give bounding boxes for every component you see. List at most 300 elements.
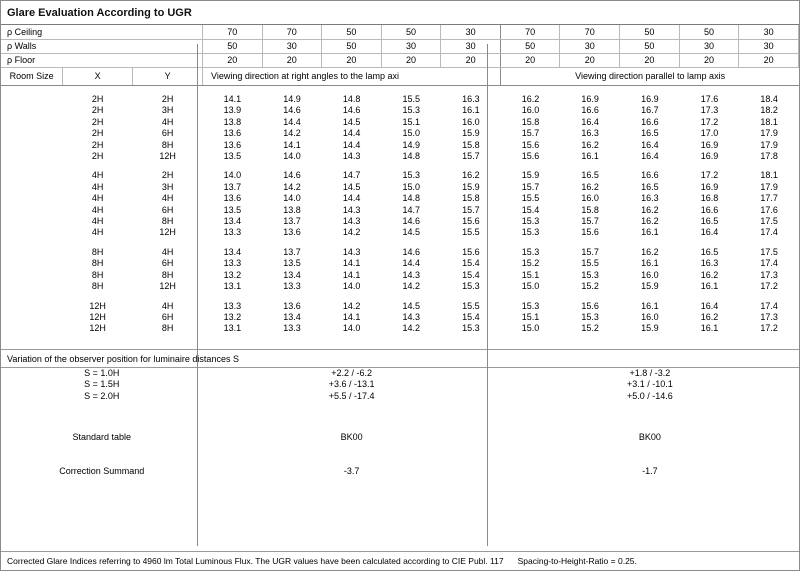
ugr-value: 15.9	[462, 181, 480, 192]
blank-cell	[1, 281, 63, 292]
reflectance-value: 20	[262, 53, 322, 67]
ugr-value: 17.3	[760, 311, 778, 322]
ugr-value: 15.7	[521, 128, 540, 139]
ugr-value: 15.0	[521, 323, 540, 334]
blank-cell	[1, 105, 63, 116]
ugr-value: 15.3	[462, 281, 480, 292]
ugr-value: 16.9	[700, 139, 719, 150]
ugr-value: 16.2	[700, 269, 719, 280]
footer-text: Corrected Glare Indices referring to 4960 lm Total Luminous Flux. The UGR values have been calculated according to CIE Publ. 117	[7, 556, 504, 566]
ugr-value: 15.3	[402, 105, 421, 116]
ugr-value: 15.1	[521, 269, 540, 280]
ugr-value: 16.9	[581, 94, 599, 104]
standard-table-label: Standard table	[72, 432, 132, 443]
room-y: 12H	[159, 151, 176, 162]
ugr-value: 16.6	[700, 204, 719, 215]
ugr-value: 16.5	[641, 128, 659, 139]
ugr-value: 14.1	[342, 269, 361, 280]
ugr-value: 14.2	[342, 300, 361, 311]
ugr-value: 15.5	[462, 300, 480, 311]
reflectance-value: 30	[381, 39, 441, 53]
ugr-value: 15.0	[402, 128, 421, 139]
table-row	[1, 53, 799, 67]
ugr-value: 15.0	[402, 181, 421, 192]
page-title: Glare Evaluation According to UGR	[7, 7, 192, 19]
ugr-value: 13.3	[223, 258, 242, 269]
ugr-value: 14.7	[402, 204, 421, 215]
ugr-data-table	[1, 86, 799, 349]
variation-value-right-angles: +5.5 / -17.4	[328, 390, 375, 401]
ugr-value: 16.1	[462, 105, 480, 116]
blank-cell	[1, 216, 63, 227]
table-row	[1, 193, 799, 204]
ugr-value: 17.6	[760, 204, 778, 215]
reflectance-value: 30	[739, 25, 799, 39]
ugr-value: 13.5	[223, 204, 242, 215]
reflectance-value: 30	[679, 39, 739, 53]
correction-summand-parallel: -1.7	[642, 466, 658, 477]
ugr-value: 14.6	[402, 246, 421, 257]
reflectance-value: 20	[202, 53, 262, 67]
spacing-label: S = 2.0H	[84, 390, 120, 401]
reflectance-value: 70	[202, 25, 262, 39]
reflectance-value: 50	[620, 39, 680, 53]
ugr-value: 16.6	[581, 105, 599, 116]
table-row	[1, 379, 799, 391]
spacer-row	[1, 335, 799, 349]
ugr-value: 14.6	[283, 170, 301, 181]
room-x: 4H	[91, 227, 104, 238]
ugr-value: 15.2	[521, 258, 540, 269]
ugr-value: 14.2	[402, 323, 421, 334]
ugr-value: 17.4	[760, 227, 778, 238]
reflectance-value: 20	[620, 53, 680, 67]
viewing-direction-parallel: Viewing direction parallel to lamp axis	[501, 68, 799, 86]
ugr-value: 15.8	[462, 193, 480, 204]
room-x: 2H	[91, 116, 104, 127]
ugr-value: 17.2	[700, 170, 719, 181]
room-size-label: Room Size	[1, 68, 63, 86]
reflectance-value: 30	[739, 39, 799, 53]
reflectance-value: 50	[500, 39, 560, 53]
variation-value-right-angles: +2.2 / -6.2	[331, 367, 373, 378]
room-x: 12H	[89, 323, 106, 334]
room-y: 4H	[161, 116, 174, 127]
ugr-value: 13.3	[283, 323, 301, 334]
ugr-value: 17.9	[760, 128, 778, 139]
reflectance-value: 30	[441, 25, 501, 39]
ugr-value: 16.3	[581, 128, 599, 139]
ugr-value: 13.9	[223, 105, 242, 116]
ugr-value: 14.3	[402, 269, 421, 280]
ugr-value: 16.4	[641, 151, 659, 162]
room-x: 4H	[91, 170, 104, 181]
reflectance-value: 30	[262, 39, 322, 53]
reflectance-label: ρ Walls	[1, 39, 202, 53]
ugr-value: 16.2	[641, 246, 659, 257]
standard-table-value-right-angles: BK00	[340, 432, 363, 443]
table-row	[1, 454, 799, 488]
ugr-value: 15.2	[581, 281, 599, 292]
ugr-value: 14.4	[342, 139, 361, 150]
reflectance-value: 20	[381, 53, 441, 67]
reflectance-label: ρ Floor	[1, 53, 202, 67]
ugr-value: 15.4	[521, 204, 540, 215]
table-row	[1, 258, 799, 269]
room-y: 8H	[161, 139, 174, 150]
ugr-value: 14.8	[342, 94, 361, 104]
ugr-value: 14.1	[223, 94, 242, 104]
ugr-value: 14.4	[342, 128, 361, 139]
ugr-value: 14.3	[342, 204, 361, 215]
ugr-value: 14.1	[342, 258, 361, 269]
table-row	[1, 39, 799, 53]
room-y: 8H	[161, 323, 174, 334]
ugr-value: 16.1	[581, 151, 599, 162]
reflectance-value: 50	[202, 39, 262, 53]
reflectance-value: 50	[620, 25, 680, 39]
ugr-value: 14.0	[342, 281, 361, 292]
ugr-value: 13.6	[223, 193, 242, 204]
blank-cell	[1, 140, 63, 151]
ugr-value: 16.2	[462, 170, 480, 181]
reflectance-table	[1, 25, 799, 68]
ugr-value: 16.0	[462, 116, 480, 127]
ugr-value: 14.3	[342, 216, 361, 227]
ugr-value: 14.6	[342, 105, 361, 116]
reflectance-value: 20	[441, 53, 501, 67]
room-x: 4H	[91, 181, 104, 192]
ugr-value: 17.0	[700, 128, 719, 139]
ugr-value: 16.2	[700, 311, 719, 322]
ugr-value: 17.9	[760, 181, 778, 192]
room-x: 8H	[91, 246, 104, 257]
reflectance-value: 50	[322, 25, 382, 39]
reflectance-value: 50	[679, 25, 739, 39]
footer-note	[1, 551, 799, 570]
ugr-value: 16.8	[700, 193, 719, 204]
summary-table	[1, 420, 799, 488]
ugr-value: 15.3	[521, 246, 540, 257]
blank-cell	[1, 193, 63, 204]
room-x: 8H	[91, 281, 104, 292]
variation-table	[1, 368, 799, 403]
ugr-value: 15.8	[581, 204, 599, 215]
ugr-value: 14.2	[283, 181, 301, 192]
ugr-value: 13.5	[223, 151, 242, 162]
table-row	[1, 312, 799, 323]
table-row	[1, 323, 799, 334]
ugr-value: 15.3	[581, 311, 599, 322]
table-row	[1, 247, 799, 258]
ugr-value: 14.4	[402, 258, 421, 269]
room-x: 4H	[91, 193, 104, 204]
ugr-value: 16.4	[700, 300, 719, 311]
ugr-value: 16.1	[641, 258, 659, 269]
table-row	[1, 301, 799, 312]
ugr-value: 13.3	[283, 281, 301, 292]
table-row	[1, 105, 799, 116]
room-y: 6H	[161, 204, 174, 215]
ugr-value: 14.3	[342, 246, 361, 257]
footer-ratio: Spacing-to-Height-Ratio = 0.25.	[517, 556, 637, 566]
ugr-value: 15.6	[521, 151, 540, 162]
ugr-value: 18.4	[760, 94, 778, 104]
blank-cell	[1, 117, 63, 128]
spacer-row	[1, 239, 799, 247]
ugr-value: 17.5	[760, 216, 778, 227]
ugr-value: 16.9	[641, 94, 659, 104]
ugr-value: 14.5	[402, 300, 421, 311]
ugr-value: 14.0	[342, 323, 361, 334]
ugr-value: 15.5	[462, 227, 480, 238]
ugr-value: 15.4	[462, 258, 480, 269]
viewing-direction-right-angles: Viewing direction at right angles to the lamp axi	[203, 68, 501, 86]
ugr-value: 15.5	[402, 94, 421, 104]
ugr-value: 18.1	[760, 170, 778, 181]
table-row	[1, 128, 799, 139]
ugr-value: 15.6	[462, 216, 480, 227]
ugr-value: 16.1	[641, 300, 659, 311]
ugr-value: 16.1	[700, 281, 719, 292]
ugr-value: 14.7	[342, 170, 361, 181]
blank-cell	[1, 258, 63, 269]
ugr-value: 18.2	[760, 105, 778, 116]
variation-heading: Variation of the observer position for luminaire distances S	[7, 353, 239, 364]
ugr-value: 16.5	[700, 246, 719, 257]
room-y: 2H	[161, 170, 174, 181]
ugr-value: 17.5	[760, 246, 778, 257]
ugr-value: 15.1	[402, 116, 421, 127]
ugr-value: 14.9	[283, 94, 301, 104]
table-row	[1, 68, 799, 86]
room-y: 3H	[161, 181, 174, 192]
ugr-value: 13.6	[223, 128, 242, 139]
table-row	[1, 117, 799, 128]
ugr-value: 16.1	[700, 323, 719, 334]
room-x: 8H	[91, 269, 104, 280]
ugr-value: 14.5	[342, 181, 361, 192]
ugr-value: 15.7	[581, 246, 599, 257]
reflectance-value: 50	[322, 39, 382, 53]
ugr-value: 14.0	[283, 151, 301, 162]
room-y: 3H	[161, 105, 174, 116]
room-y: 4H	[161, 300, 174, 311]
ugr-value: 14.1	[342, 311, 361, 322]
ugr-value: 15.4	[462, 311, 480, 322]
reflectance-value: 70	[560, 25, 620, 39]
ugr-value: 17.2	[760, 281, 778, 292]
blank-cell	[1, 270, 63, 281]
viewing-direction-band	[1, 68, 799, 87]
ugr-value: 15.5	[581, 258, 599, 269]
room-x: 4H	[91, 216, 104, 227]
ugr-value: 13.4	[223, 216, 242, 227]
ugr-value: 15.8	[521, 116, 540, 127]
table-row	[1, 227, 799, 238]
table-row	[1, 182, 799, 193]
ugr-value: 17.7	[760, 193, 778, 204]
room-x: 2H	[91, 151, 104, 162]
spacer-row	[1, 86, 799, 94]
reflectance-value: 50	[381, 25, 441, 39]
reflectance-label: ρ Ceiling	[1, 25, 202, 39]
variation-value-parallel: +3.1 / -10.1	[626, 379, 673, 390]
room-y: 4H	[161, 246, 174, 257]
ugr-value: 13.8	[223, 116, 242, 127]
ugr-value: 13.3	[223, 227, 242, 238]
ugr-value: 16.0	[581, 193, 599, 204]
ugr-value: 14.4	[283, 116, 301, 127]
blank-cell	[1, 170, 63, 181]
ugr-value: 17.3	[700, 105, 719, 116]
blank-cell	[1, 205, 63, 216]
reflectance-value: 20	[500, 53, 560, 67]
correction-summand-label: Correction Summand	[59, 466, 145, 477]
ugr-value: 13.6	[223, 139, 242, 150]
ugr-value: 16.9	[700, 151, 719, 162]
ugr-value: 17.2	[700, 116, 719, 127]
reflectance-value: 20	[322, 53, 382, 67]
room-y: 2H	[161, 94, 174, 104]
ugr-value: 15.3	[402, 170, 421, 181]
ugr-value: 15.6	[521, 139, 540, 150]
x-axis-label: X	[63, 68, 133, 86]
table-row	[1, 216, 799, 227]
blank-cell	[1, 227, 63, 238]
table-row	[1, 170, 799, 181]
spacing-label: S = 1.5H	[84, 379, 120, 390]
table-row	[1, 205, 799, 216]
room-y: 12H	[159, 281, 176, 292]
ugr-value: 15.2	[581, 323, 599, 334]
correction-summand-right-angles: -3.7	[343, 466, 360, 477]
room-y: 6H	[161, 128, 174, 139]
room-x: 12H	[89, 300, 106, 311]
ugr-value: 17.6	[700, 94, 719, 104]
ugr-value: 17.2	[760, 323, 778, 334]
ugr-value: 16.2	[641, 216, 659, 227]
ugr-value: 15.6	[462, 246, 480, 257]
ugr-value: 13.6	[283, 300, 301, 311]
ugr-value: 16.7	[641, 105, 659, 116]
ugr-value: 14.6	[402, 216, 421, 227]
ugr-value: 15.7	[581, 216, 599, 227]
ugr-value: 14.6	[283, 105, 301, 116]
ugr-value: 16.0	[521, 105, 540, 116]
room-y: 6H	[161, 258, 174, 269]
ugr-value: 13.8	[283, 204, 301, 215]
ugr-value: 15.6	[581, 227, 599, 238]
reflectance-value: 70	[262, 25, 322, 39]
ugr-value: 15.0	[521, 281, 540, 292]
ugr-value: 14.4	[342, 193, 361, 204]
ugr-value: 16.5	[641, 181, 659, 192]
ugr-value: 13.5	[283, 258, 301, 269]
ugr-value: 15.3	[581, 269, 599, 280]
ugr-value: 15.6	[581, 300, 599, 311]
blank-cell	[1, 323, 63, 334]
ugr-value: 13.2	[223, 311, 242, 322]
ugr-value: 14.5	[402, 227, 421, 238]
room-x: 4H	[91, 204, 104, 215]
room-x: 12H	[89, 311, 106, 322]
ugr-value: 14.0	[283, 193, 301, 204]
ugr-value: 13.3	[223, 300, 242, 311]
ugr-value: 13.2	[223, 269, 242, 280]
ugr-value: 17.4	[760, 258, 778, 269]
ugr-value: 16.5	[581, 170, 599, 181]
ugr-value: 15.4	[462, 269, 480, 280]
ugr-value: 13.7	[283, 216, 301, 227]
room-y: 6H	[161, 311, 174, 322]
ugr-value: 15.8	[462, 139, 480, 150]
column-separator-mid	[487, 44, 488, 546]
column-separator-left	[197, 44, 198, 546]
ugr-value: 14.8	[402, 151, 421, 162]
ugr-value: 14.3	[402, 311, 421, 322]
ugr-value: 15.9	[641, 323, 659, 334]
ugr-value: 15.7	[462, 151, 480, 162]
ugr-value: 15.7	[521, 181, 540, 192]
blank-cell	[1, 247, 63, 258]
room-x: 2H	[91, 105, 104, 116]
ugr-value: 13.4	[283, 311, 301, 322]
ugr-value: 15.9	[641, 281, 659, 292]
ugr-value: 14.5	[342, 116, 361, 127]
blank-cell	[1, 94, 63, 105]
variation-value-right-angles: +3.6 / -13.1	[328, 379, 375, 390]
room-y: 4H	[161, 193, 174, 204]
ugr-value: 14.9	[402, 139, 421, 150]
table-row	[1, 420, 799, 454]
ugr-value: 15.7	[462, 204, 480, 215]
ugr-value: 16.6	[641, 170, 659, 181]
variation-value-parallel: +1.8 / -3.2	[629, 367, 671, 378]
room-y: 8H	[161, 269, 174, 280]
ugr-value: 17.3	[760, 269, 778, 280]
room-x: 2H	[91, 94, 104, 104]
ugr-value: 14.2	[342, 227, 361, 238]
ugr-value: 16.9	[700, 181, 719, 192]
ugr-value: 13.4	[223, 246, 242, 257]
ugr-value: 16.5	[700, 216, 719, 227]
ugr-value: 13.1	[223, 323, 242, 334]
ugr-value: 16.6	[641, 116, 659, 127]
blank-cell	[1, 312, 63, 323]
ugr-value: 16.2	[581, 181, 599, 192]
ugr-value: 17.4	[760, 300, 778, 311]
standard-table-value-parallel: BK00	[638, 432, 661, 443]
reflectance-value: 30	[560, 39, 620, 53]
reflectance-value: 20	[739, 53, 799, 67]
ugr-value: 15.9	[521, 170, 540, 181]
ugr-value: 15.9	[462, 128, 480, 139]
blank-cell	[1, 151, 63, 162]
ugr-value: 13.1	[223, 281, 242, 292]
table-row	[1, 140, 799, 151]
ugr-value: 14.1	[283, 139, 301, 150]
ugr-value: 16.3	[700, 258, 719, 269]
ugr-value: 16.2	[581, 139, 599, 150]
ugr-value: 15.3	[521, 300, 540, 311]
table-row	[1, 368, 799, 380]
ugr-value: 16.3	[462, 94, 480, 104]
room-y: 12H	[159, 227, 176, 238]
ugr-value: 14.0	[223, 170, 242, 181]
blank-cell	[1, 128, 63, 139]
ugr-value: 15.1	[521, 311, 540, 322]
